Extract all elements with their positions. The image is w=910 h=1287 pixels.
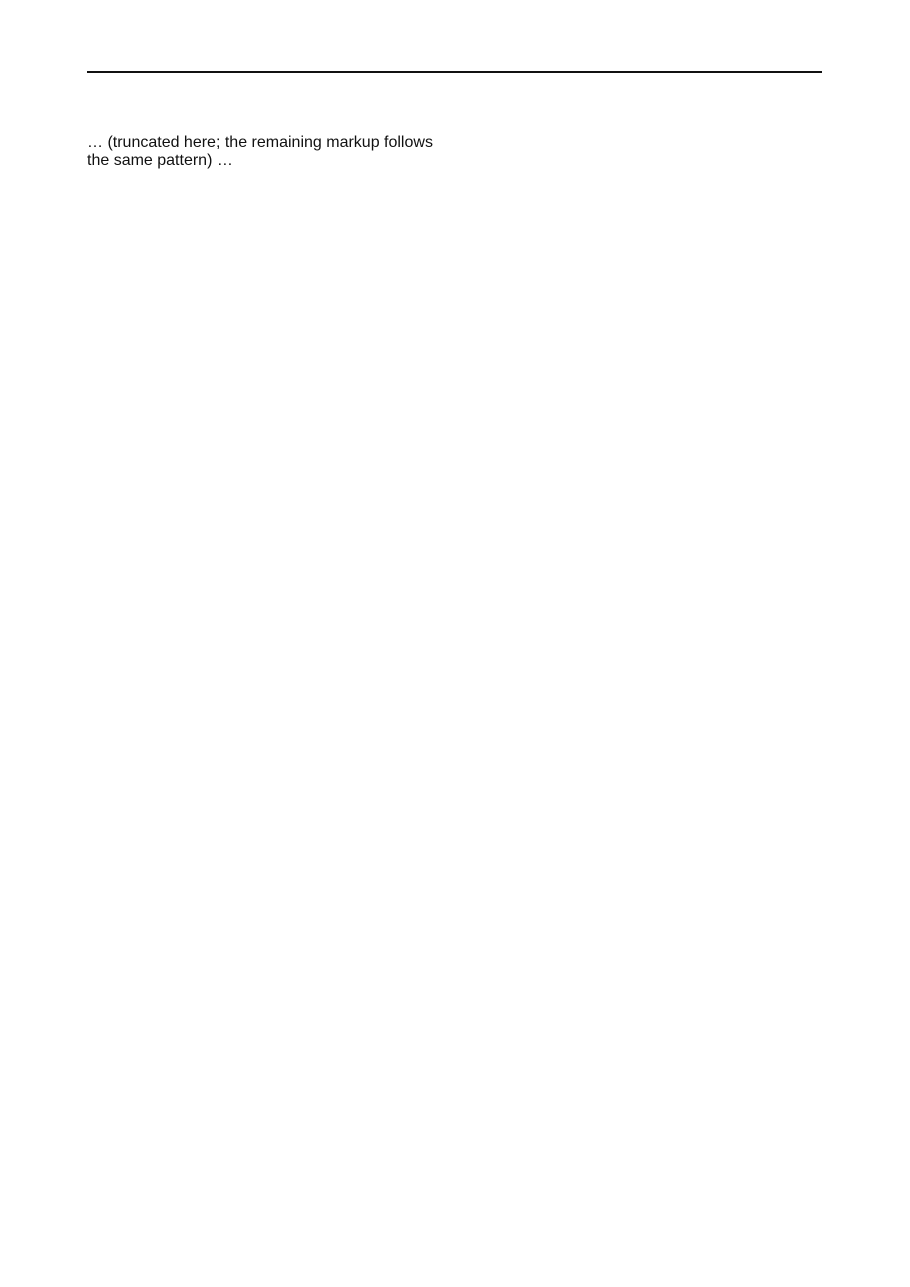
section-electrical-system: … (truncated here; the remaining markup follows the same pattern) … — [87, 134, 433, 169]
page-header — [87, 44, 822, 70]
left-column — [87, 119, 434, 182]
header-rule — [87, 71, 822, 73]
